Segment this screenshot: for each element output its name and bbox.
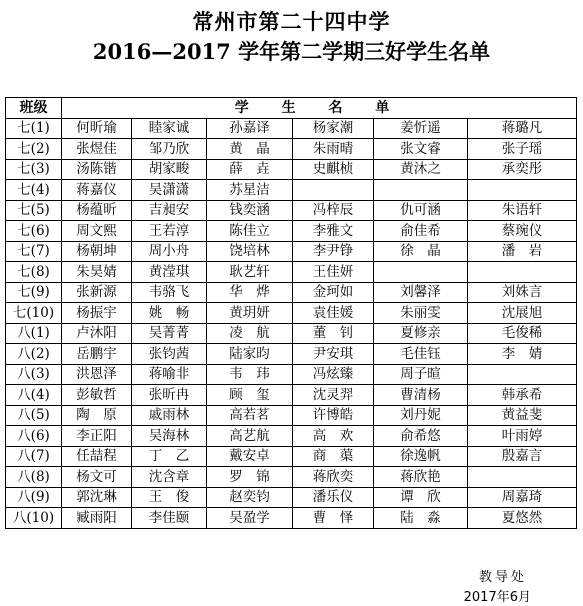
student-name-cell: 汤陈锴 — [62, 159, 132, 180]
class-cell: 八(6) — [6, 426, 62, 447]
student-name-cell: 耿艺轩 — [207, 262, 293, 283]
table-row — [6, 118, 577, 139]
class-cell: 七(3) — [6, 159, 62, 180]
student-name-cell: 潘 岩 — [468, 241, 577, 262]
student-name-cell: 商 蕖 — [293, 446, 374, 467]
student-name-cell: 冯梓辰 — [293, 200, 374, 221]
student-name-cell: 高若茗 — [207, 405, 293, 426]
student-name-cell: 卢沐阳 — [62, 323, 132, 344]
student-name-cell: 曹清杨 — [374, 385, 468, 406]
student-name-cell: 李佳颐 — [132, 508, 207, 529]
student-name-cell: 朱雨晴 — [293, 139, 374, 160]
student-name-cell: 蒋欣奕 — [293, 467, 374, 488]
student-name-cell: 李 婧 — [468, 344, 577, 365]
class-cell: 八(7) — [6, 446, 62, 467]
header-student-list: 学 生 名 单 — [62, 98, 577, 119]
class-cell: 七(1) — [6, 118, 62, 139]
student-name-cell — [468, 467, 577, 488]
student-name-cell: 王 俊 — [132, 487, 207, 508]
student-name-cell: 韦骆飞 — [132, 282, 207, 303]
page-title: 常州市第二十四中学 — [192, 9, 391, 34]
student-name-cell: 吴菁菁 — [132, 323, 207, 344]
student-name-cell: 凌 航 — [207, 323, 293, 344]
student-name-cell: 刘丹妮 — [374, 405, 468, 426]
student-name-cell: 沈灵羿 — [293, 385, 374, 406]
table-row — [6, 405, 577, 426]
student-name-cell: 张文睿 — [374, 139, 468, 160]
student-name-cell: 薛 垚 — [207, 159, 293, 180]
student-name-cell: 李正阳 — [62, 426, 132, 447]
student-name-cell: 杨家潮 — [293, 118, 374, 139]
student-name-cell: 黄 晶 — [207, 139, 293, 160]
class-cell: 八(3) — [6, 364, 62, 385]
class-cell: 八(4) — [6, 385, 62, 406]
student-name-cell: 何昕瑜 — [62, 118, 132, 139]
student-name-cell: 王佳妍 — [293, 262, 374, 283]
student-name-cell — [468, 180, 577, 201]
student-name-cell: 吉昶安 — [132, 200, 207, 221]
student-name-cell: 殷嘉言 — [468, 446, 577, 467]
student-name-cell: 赵奕钧 — [207, 487, 293, 508]
student-name-cell: 饶培林 — [207, 241, 293, 262]
student-name-cell: 陆 淼 — [374, 508, 468, 529]
student-name-cell: 许博皓 — [293, 405, 374, 426]
footer-date: 2017年6月 — [463, 590, 531, 605]
student-name-cell: 臧雨阳 — [62, 508, 132, 529]
student-name-cell: 周嘉琦 — [468, 487, 577, 508]
student-name-cell: 张钧茜 — [132, 344, 207, 365]
table-row — [6, 508, 577, 529]
student-name-cell: 吴海林 — [132, 426, 207, 447]
header-class: 班级 — [6, 98, 62, 119]
student-name-cell: 朱丽雯 — [374, 303, 468, 324]
student-name-cell: 沈含章 — [132, 467, 207, 488]
table-row — [6, 159, 577, 180]
page-subtitle: 2016—2017 学年第二学期三好学生名单 — [92, 39, 491, 64]
student-name-cell: 戴安卓 — [207, 446, 293, 467]
student-name-cell: 金珂如 — [293, 282, 374, 303]
student-name-cell: 杨振宇 — [62, 303, 132, 324]
student-name-cell: 张子瑶 — [468, 139, 577, 160]
student-name-cell: 蒋欣艳 — [374, 467, 468, 488]
class-cell: 八(9) — [6, 487, 62, 508]
student-name-cell — [468, 364, 577, 385]
class-cell: 七(4) — [6, 180, 62, 201]
student-name-cell: 俞希悠 — [374, 426, 468, 447]
student-name-cell: 朱语轩 — [468, 200, 577, 221]
student-name-cell: 邹乃欣 — [132, 139, 207, 160]
class-cell: 七(10) — [6, 303, 62, 324]
student-name-cell: 黄玥妍 — [207, 303, 293, 324]
table-row — [6, 446, 577, 467]
table-header-row — [6, 98, 577, 119]
student-name-cell: 张煜佳 — [62, 139, 132, 160]
student-name-cell: 冯炫臻 — [293, 364, 374, 385]
student-name-cell: 李雅文 — [293, 221, 374, 242]
student-name-cell: 仇可涵 — [374, 200, 468, 221]
class-cell: 八(2) — [6, 344, 62, 365]
table-row — [6, 180, 577, 201]
table-row — [6, 139, 577, 160]
student-name-cell: 胡家畯 — [132, 159, 207, 180]
class-cell: 七(8) — [6, 262, 62, 283]
student-name-cell: 张新源 — [62, 282, 132, 303]
student-name-cell: 黄沐之 — [374, 159, 468, 180]
student-name-cell: 蔡琬仪 — [468, 221, 577, 242]
class-cell: 七(9) — [6, 282, 62, 303]
student-name-cell: 叶雨婷 — [468, 426, 577, 447]
student-name-cell: 曹 怿 — [293, 508, 374, 529]
footer-department: 教导处 — [478, 570, 527, 585]
student-name-cell: 朱昊婧 — [62, 262, 132, 283]
student-name-cell: 顾 玺 — [207, 385, 293, 406]
student-name-cell: 徐 晶 — [374, 241, 468, 262]
student-name-cell: 孙嘉译 — [207, 118, 293, 139]
table-row — [6, 364, 577, 385]
student-name-cell: 俞佳希 — [374, 221, 468, 242]
student-name-cell: 姜忻遥 — [374, 118, 468, 139]
table-row — [6, 487, 577, 508]
student-name-cell: 刘姝言 — [468, 282, 577, 303]
student-name-cell: 杨文可 — [62, 467, 132, 488]
student-name-cell: 黄益斐 — [468, 405, 577, 426]
table-row — [6, 200, 577, 221]
table-row — [6, 221, 577, 242]
student-name-cell: 黄滢琪 — [132, 262, 207, 283]
class-cell: 八(10) — [6, 508, 62, 529]
table-row — [6, 344, 577, 365]
student-name-cell: 苏星洁 — [207, 180, 293, 201]
student-name-cell: 丁 乙 — [132, 446, 207, 467]
student-name-cell: 韩承希 — [468, 385, 577, 406]
table-body — [6, 118, 577, 528]
table-row — [6, 241, 577, 262]
class-cell: 八(1) — [6, 323, 62, 344]
student-name-cell: 陆家昀 — [207, 344, 293, 365]
student-name-cell — [374, 262, 468, 283]
student-name-cell: 任喆程 — [62, 446, 132, 467]
student-name-cell: 周子暄 — [374, 364, 468, 385]
student-name-cell: 董 钊 — [293, 323, 374, 344]
student-name-cell — [468, 262, 577, 283]
student-name-cell: 韦 玮 — [207, 364, 293, 385]
student-name-cell: 陈佳立 — [207, 221, 293, 242]
table-row — [6, 426, 577, 447]
student-name-cell: 罗 锦 — [207, 467, 293, 488]
class-cell: 七(6) — [6, 221, 62, 242]
student-name-cell: 洪恩泽 — [62, 364, 132, 385]
student-name-cell: 李尹铮 — [293, 241, 374, 262]
table-row — [6, 282, 577, 303]
student-name-cell: 杨朝坤 — [62, 241, 132, 262]
student-name-cell: 周文熙 — [62, 221, 132, 242]
student-name-cell: 毛俊稀 — [468, 323, 577, 344]
student-name-cell: 戚雨林 — [132, 405, 207, 426]
student-name-cell: 睦家诚 — [132, 118, 207, 139]
student-name-cell: 华 烨 — [207, 282, 293, 303]
student-name-cell: 潘乐仪 — [293, 487, 374, 508]
table-row — [6, 303, 577, 324]
student-name-cell: 张昕冉 — [132, 385, 207, 406]
class-cell: 八(5) — [6, 405, 62, 426]
table-row — [6, 467, 577, 488]
class-cell: 八(8) — [6, 467, 62, 488]
class-cell: 七(7) — [6, 241, 62, 262]
student-name-cell: 谭 欣 — [374, 487, 468, 508]
student-name-cell: 王若淳 — [132, 221, 207, 242]
table-row — [6, 323, 577, 344]
student-name-cell: 夏修亲 — [374, 323, 468, 344]
student-name-cell: 尹安琪 — [293, 344, 374, 365]
student-name-cell — [374, 180, 468, 201]
student-name-cell: 吴潇潇 — [132, 180, 207, 201]
student-name-cell: 岳鹏宇 — [62, 344, 132, 365]
student-name-cell: 刘馨泽 — [374, 282, 468, 303]
student-name-cell: 史麒桢 — [293, 159, 374, 180]
honor-student-table — [5, 97, 577, 529]
student-name-cell: 高艺航 — [207, 426, 293, 447]
student-name-cell: 毛佳钰 — [374, 344, 468, 365]
student-name-cell: 蒋喻非 — [132, 364, 207, 385]
student-name-cell: 夏悠然 — [468, 508, 577, 529]
student-name-cell: 蒋璐凡 — [468, 118, 577, 139]
student-name-cell: 高 欢 — [293, 426, 374, 447]
student-name-cell: 钱奕涵 — [207, 200, 293, 221]
student-name-cell: 杨蕴昕 — [62, 200, 132, 221]
student-name-cell: 彭敏哲 — [62, 385, 132, 406]
student-name-cell: 蒋嘉仪 — [62, 180, 132, 201]
table-row — [6, 385, 577, 406]
student-name-cell — [293, 180, 374, 201]
table-row — [6, 262, 577, 283]
student-name-cell: 吴盈学 — [207, 508, 293, 529]
student-name-cell: 袁佳媛 — [293, 303, 374, 324]
student-name-cell: 沈展旭 — [468, 303, 577, 324]
class-cell: 七(5) — [6, 200, 62, 221]
student-name-cell: 姚 畅 — [132, 303, 207, 324]
student-name-cell: 郭沈琳 — [62, 487, 132, 508]
student-name-cell: 承奕彤 — [468, 159, 577, 180]
student-name-cell: 徐逸帆 — [374, 446, 468, 467]
student-name-cell: 陶 原 — [62, 405, 132, 426]
student-name-cell: 周小舟 — [132, 241, 207, 262]
class-cell: 七(2) — [6, 139, 62, 160]
